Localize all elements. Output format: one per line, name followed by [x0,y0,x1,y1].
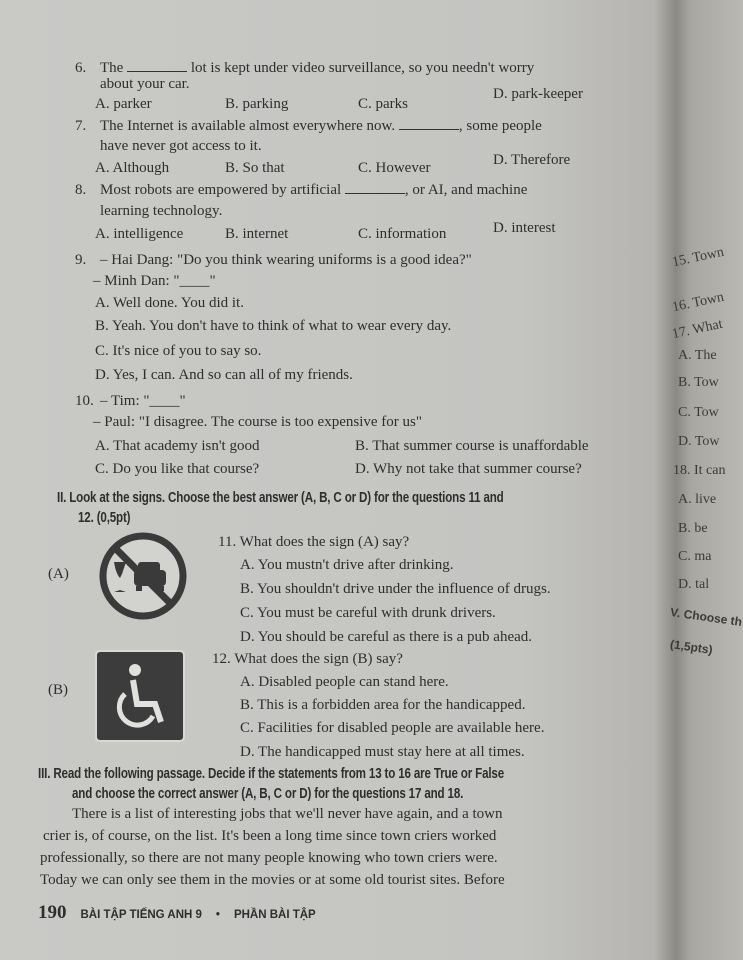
question-8 [75,180,527,200]
option-c: C. information [358,226,447,242]
sign-a-label: (A) [48,566,69,582]
option-b: B. parking [225,96,289,112]
fragment: V. Choose th [669,605,743,629]
option-c: C. However [358,160,431,176]
option-b: B. Yeah. You don't have to think of what to wear every day. [95,318,452,334]
answer-blank [127,60,187,72]
options-row [95,86,645,113]
part-title: PHẦN BÀI TẬP [233,909,316,921]
fragment: B. be [678,521,708,536]
fragment: C. Tow [678,405,719,420]
option-a: A. parker [95,96,152,112]
fragment: (1,5pts) [669,637,714,657]
answer-blank [399,118,459,130]
fragment: A. live [678,492,717,507]
book-title: BÀI TẬP TIẾNG ANH 9 [80,909,202,921]
option-b: B. You shouldn't drive under the influence of drugs. [240,581,551,597]
section-3-heading: III. Read the following passage. Decide if the statements from 13 to 16 are True or False [38,766,505,782]
option-a: A. Well done. You did it. [95,295,244,311]
section-3-heading-cont: and choose the correct answer (A, B, C or D) for the questions 17 and 18. [72,786,464,802]
wheelchair-sign-icon [95,650,185,742]
question-text: , some people [458,118,542,134]
question-text: , or AI, and machine [404,182,528,198]
option-c: C. Facilities for disabled people are available here. [240,720,545,736]
sign-b-label: (B) [48,682,68,698]
option-a: A. That academy isn't good [95,438,260,454]
option-d: D. Why not take that summer course? [355,461,582,477]
passage-line: professionally, so there are not many people knowing who town criers were. [40,850,498,866]
option-c: C. parks [358,96,408,112]
question-text: The [100,60,124,76]
question-number: 6. [75,60,87,76]
fragment: B. Tow [678,375,719,390]
option-a: A. You mustn't drive after drinking. [240,557,454,573]
fragment: D. Tow [678,434,720,449]
option-c: C. Do you like that course? [95,461,260,477]
option-b: B. So that [225,160,285,176]
option-d: D. Therefore [493,152,571,168]
option-a: A. Although [95,160,170,176]
dialogue-line: – Tim: "____" [100,393,186,409]
option-b: B. This is a forbidden area for the handicapped. [240,697,526,713]
page-number: 190 [38,902,67,923]
fragment: C. ma [678,549,712,564]
option-b: B. That summer course is unaffordable [355,438,589,454]
question-text: Most robots are empowered by artificial [100,182,342,198]
option-d: D. interest [493,220,556,236]
question-number: 7. [75,118,87,134]
options-row [95,220,645,243]
option-c: C. You must be careful with drunk drivers. [240,605,496,621]
question-number: 8. [75,182,87,198]
question-7 [75,116,542,136]
answer-blank [345,182,405,194]
question-number: 9. [75,252,87,268]
fragment: 17. What [670,316,724,343]
question-11: 11. What does the sign (A) say? [218,534,410,550]
question-text-cont: learning technology. [100,203,223,219]
dialogue-line: – Paul: "I disagree. The course is too expensive for us" [93,414,422,430]
option-d: D. Yes, I can. And so can all of my friends. [95,367,353,383]
section-2-heading-cont: 12. (0,5pt) [78,510,131,526]
question-number: 10. [75,393,94,409]
passage-line: Today we can only see them in the movies or at some old tourist sites. Before [40,872,505,888]
passage-line: crier is, of course, on the list. It's been a long time since town criers worked [43,828,497,844]
section-2-heading: II. Look at the signs. Choose the best answer (A, B, C or D) for the questions 11 and [57,490,504,506]
passage-line: There is a list of interesting jobs that we'll never have again, and a town [72,806,503,822]
bullet: • [215,909,220,921]
option-a: A. Disabled people can stand here. [240,674,449,690]
option-d: D. The handicapped must stay here at all times. [240,744,525,760]
dialogue-line: – Minh Dan: "____" [93,273,216,289]
fragment: D. tal [678,577,710,592]
fragment: A. The [678,348,717,363]
dialogue-line: – Hai Dang: "Do you think wearing uniforms is a good idea?" [100,252,472,268]
question-text: The Internet is available almost everywhere now. [100,118,396,134]
question-10 [75,391,186,411]
no-drink-driving-sign-icon [98,530,188,622]
option-c: C. It's nice of you to say so. [95,343,262,359]
question-12: 12. What does the sign (B) say? [212,651,403,667]
question-6 [75,58,534,78]
options-row [95,152,645,177]
option-a: A. intelligence [95,226,184,242]
fragment: 16. Town [670,289,726,316]
question-text: lot is kept under video surveillance, so you needn't worry [190,60,535,76]
fragment: 15. Town [670,244,726,271]
page-footer [38,902,316,924]
fragment: 18. It can [673,463,726,478]
option-d: D. You should be careful as there is a pub ahead. [240,629,533,645]
question-9 [75,250,472,270]
question-text-cont: have never got access to it. [100,138,262,154]
option-b: B. internet [225,226,289,242]
question-text-cont: about your car. [100,76,190,92]
option-d: D. park-keeper [493,86,583,102]
